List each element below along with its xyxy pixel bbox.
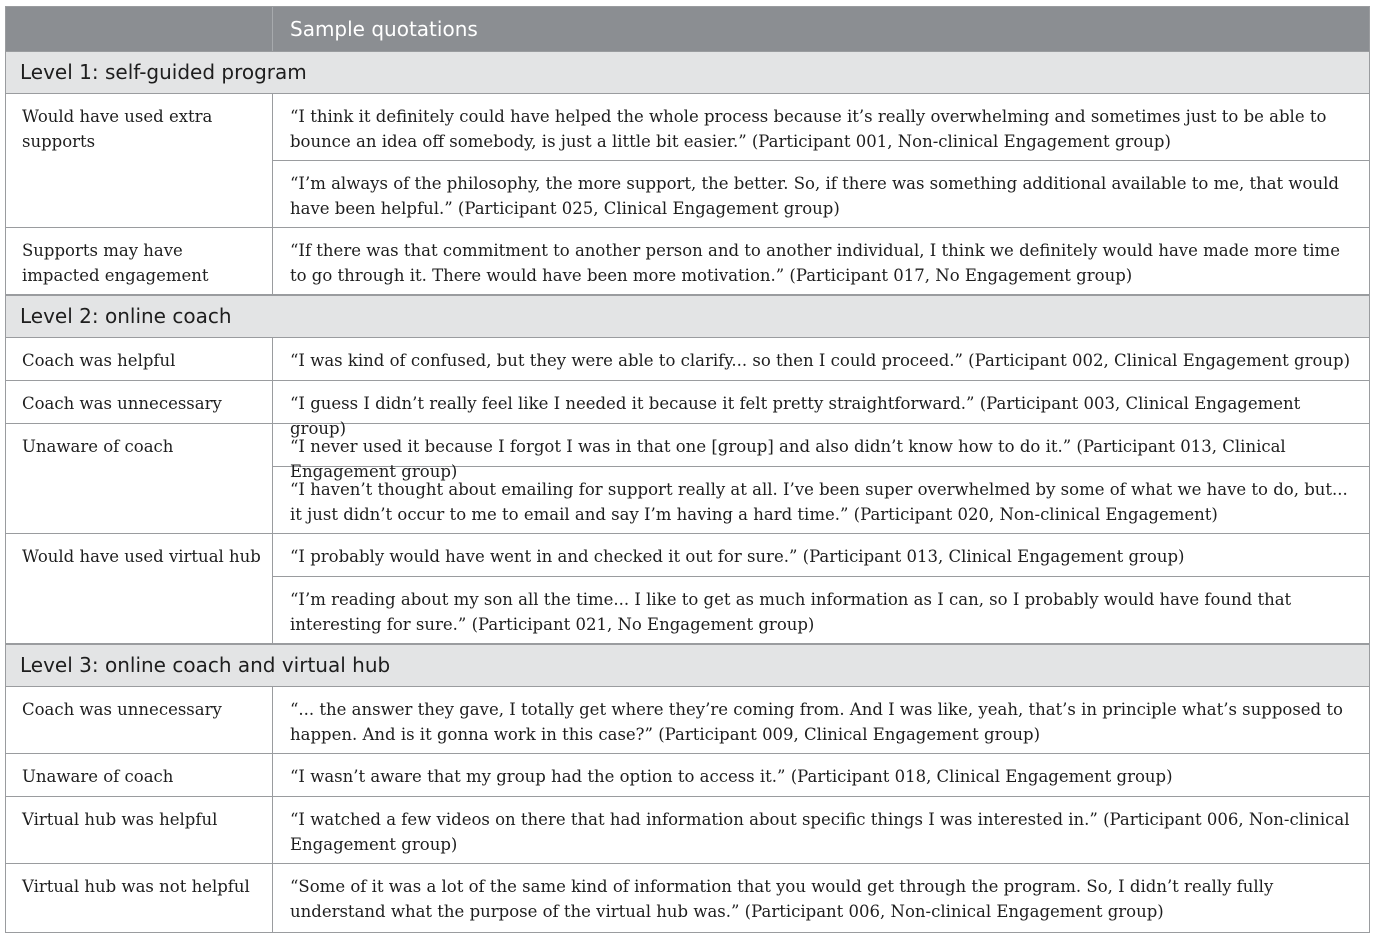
quote-text: “I probably would have went in and checked it out for sure.” (Participant 013, Clinical Engagement group)	[273, 534, 1369, 577]
table-row	[6, 381, 1369, 438]
theme-cell: Unaware of coach	[6, 754, 273, 796]
theme-cell: Coach was unnecessary	[6, 381, 273, 423]
table-body	[6, 51, 1369, 932]
level-heading: Level 2: online coach	[6, 295, 1369, 338]
theme-cell: Would have used virtual hub	[6, 534, 273, 643]
quote-text: “I haven’t thought about emailing for support really at all. I’ve been super overwhelmed by some of what we have to do, but... it just didn’t occur to me to email and say I’m having a hard time.” (Participant 020, Non-clinical Engagement)	[290, 480, 1348, 524]
quotes-cell	[273, 864, 1369, 932]
table-row	[6, 228, 1369, 295]
table-row	[6, 754, 1369, 797]
quote-text: “... the answer they gave, I totally get where they’re coming from. And I was like, yeah, that’s in principle what’s supposed to happen. And is it gonna work in this case?” (Participant 009, Clinical Engagement group)	[290, 700, 1343, 744]
table-row	[6, 338, 1369, 381]
quote-text: “I wasn’t aware that my group had the option to access it.” (Participant 018, Clinical Engagement group)	[290, 767, 1173, 786]
theme-cell: Virtual hub was not helpful	[6, 864, 273, 932]
table-header-row	[6, 7, 1369, 51]
table-row	[6, 424, 1369, 534]
quote-text: “I think it definitely could have helped the whole process because it’s really overwhelming and sometimes just to be able to bounce an idea off somebody, is just a little bit easier.” (Participant 001, Non-clinical Engagement group)	[273, 94, 1369, 161]
theme-cell: Coach was unnecessary	[6, 687, 273, 753]
theme-cell: Virtual hub was helpful	[6, 797, 273, 863]
theme-cell: Coach was helpful	[6, 338, 273, 380]
table-row	[6, 534, 1369, 644]
theme-cell: Unaware of coach	[6, 424, 273, 533]
quote-text: “I was kind of confused, but they were able to clarify... so then I could proceed.” (Participant 002, Clinical Engagement group)	[290, 351, 1351, 370]
table-row	[6, 864, 1369, 932]
level-heading: Level 1: self-guided program	[6, 51, 1369, 94]
quotes-cell	[273, 94, 1369, 227]
theme-cell: Would have used extra supports	[6, 94, 273, 227]
quotations-column-header: Sample quotations	[290, 17, 478, 41]
quotes-cell	[273, 338, 1369, 380]
quotes-cell	[273, 424, 1369, 533]
table-row	[6, 94, 1369, 228]
quotes-cell	[273, 797, 1369, 863]
level-heading: Level 3: online coach and virtual hub	[6, 644, 1369, 687]
quotes-cell	[273, 381, 1369, 438]
quote-text: “I’m reading about my son all the time... I like to get as much information as I can, so I probably would have found that interesting for sure.” (Participant 021, No Engagement group)	[290, 589, 1292, 634]
quote-text: “I guess I didn’t really feel like I needed it because it felt pretty straightforward.” (Participant 003, Clinical Engagement group)	[290, 394, 1301, 438]
quote-text: “If there was that commitment to another person and to another individual, I think we definitely would have made more time to go through it. There would have been more motivation.” (Participant 017, No Engagement group)	[290, 241, 1340, 285]
quote-text: “I never used it because I forgot I was in that one [group] and also didn’t know how to do it.” (Participant 013, Clinical Engagement group)	[273, 424, 1369, 467]
quotes-cell	[273, 754, 1369, 796]
table-row	[6, 797, 1369, 864]
table-row	[6, 687, 1369, 754]
theme-column-header	[6, 7, 273, 51]
quote-text: “I’m always of the philosophy, the more support, the better. So, if there was something additional available to me, that would have been helpful.” (Participant 025, Clinical Engagement group)	[290, 173, 1339, 218]
quote-text: “Some of it was a lot of the same kind of information that you would get through the program. So, I didn’t really fully understand what the purpose of the virtual hub was.” (Participant 006, Non-clinical Engagement group)	[290, 877, 1274, 921]
theme-cell: Supports may have impacted engagement	[6, 228, 273, 294]
quotes-cell	[273, 534, 1369, 643]
quotations-table	[5, 6, 1370, 933]
quotes-cell	[273, 687, 1369, 753]
quotes-cell	[273, 228, 1369, 294]
quote-text: “I watched a few videos on there that had information about specific things I was interested in.” (Participant 006, Non-clinical Engagement group)	[290, 810, 1350, 854]
